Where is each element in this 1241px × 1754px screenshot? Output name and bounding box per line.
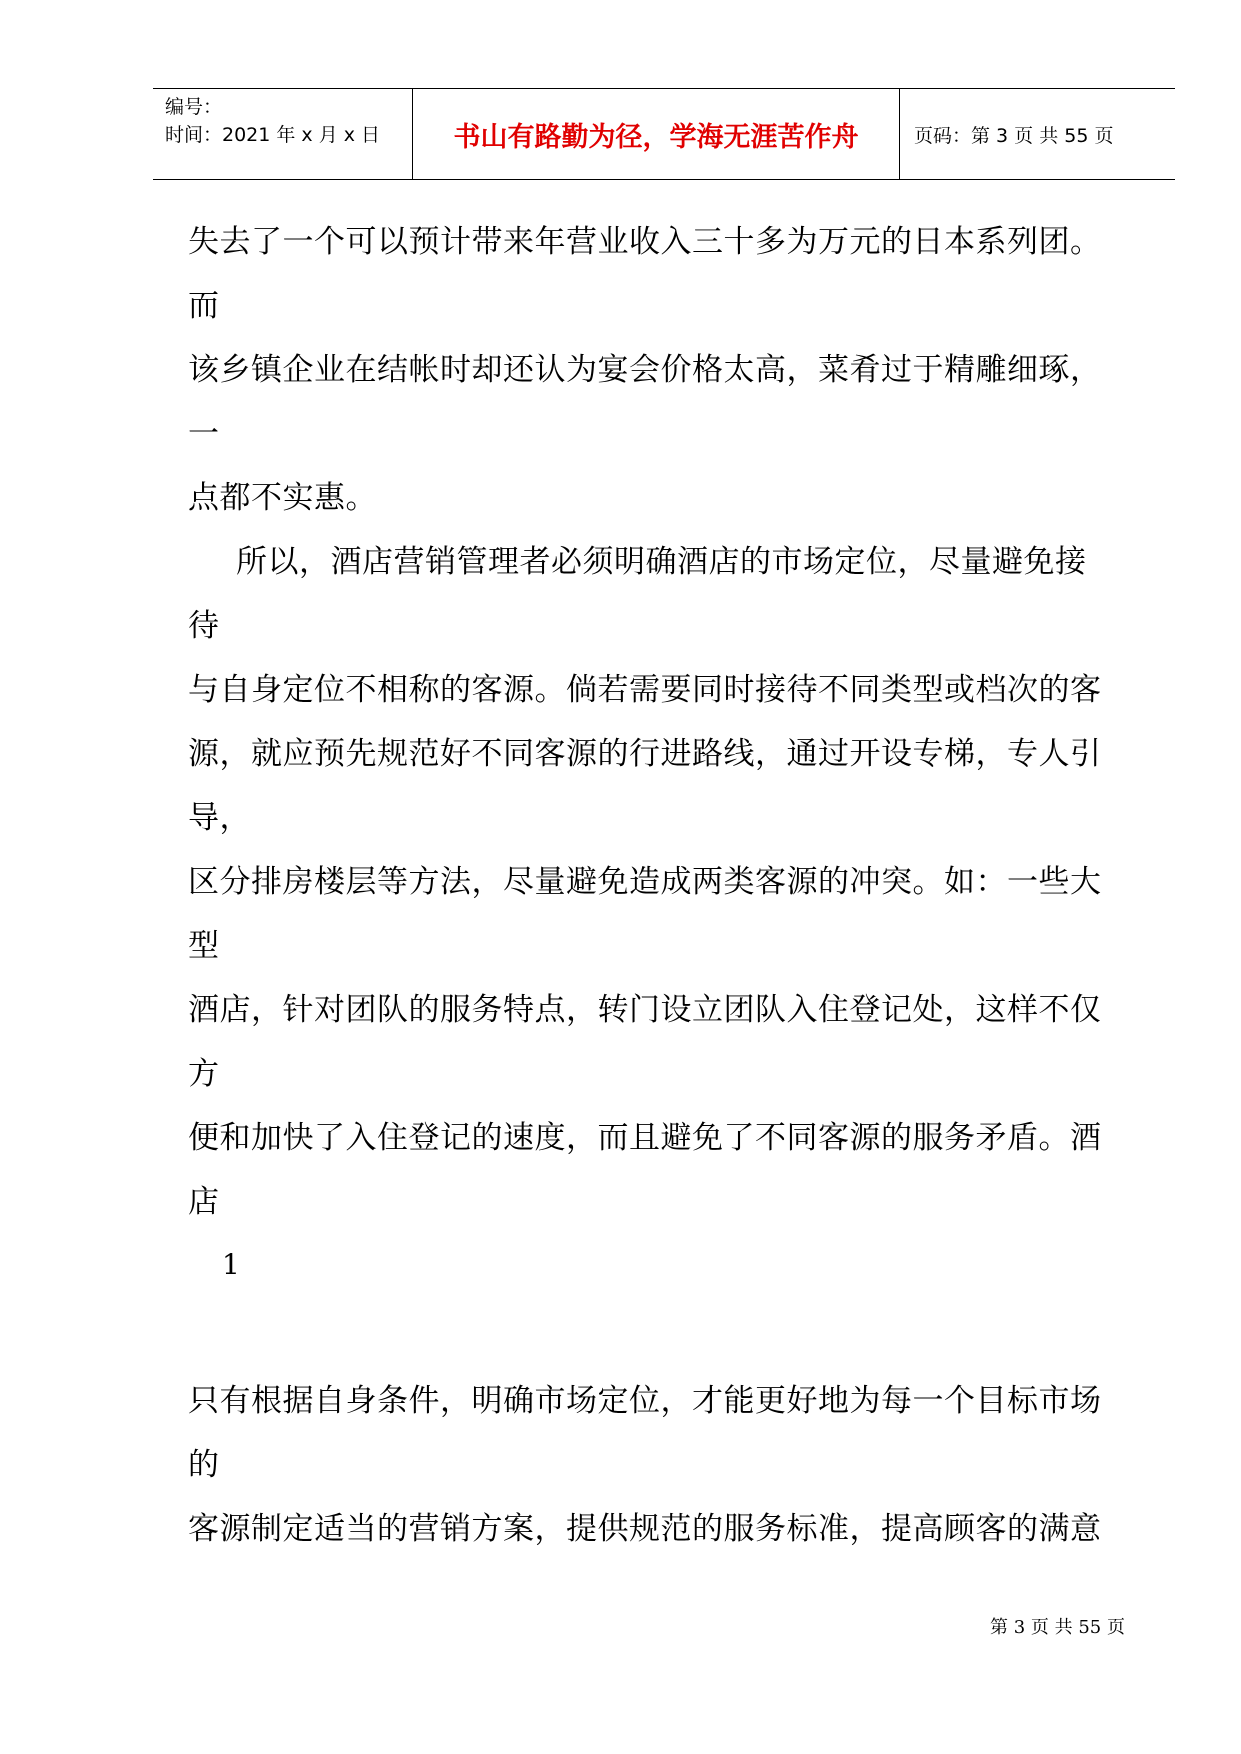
body-text-line: 只有根据自身条件，明确市场定位，才能更好地为每一个目标市场: [188, 1383, 1102, 1419]
body-text-line: 与自身定位不相称的客源。倘若需要同时接待不同类型或档次的客: [188, 672, 1102, 708]
header-motto: 书山有路勤为径，学海无涯苦作舟: [413, 89, 900, 179]
body-text-line: 一: [188, 416, 220, 452]
body-text-line: 客源制定适当的营销方案，提供规范的服务标准，提高顾客的满意: [188, 1511, 1102, 1547]
body-text-line: 源，就应预先规范好不同客源的行进路线，通过开设专梯，专人引: [188, 736, 1102, 772]
body-text-line: 店: [188, 1184, 220, 1220]
body-text-line: 而: [188, 288, 220, 324]
header-meta-cell: [153, 89, 413, 179]
document-number-label: 编号：: [165, 96, 223, 118]
page-header: [153, 88, 1175, 180]
page-number-mark: 1: [222, 1248, 240, 1281]
body-text-line: 的: [188, 1447, 220, 1483]
body-text-line: 待: [188, 608, 220, 644]
body-text-line: 型: [188, 928, 220, 964]
body-text-line: 所以，酒店营销管理者必须明确酒店的市场定位，尽量避免接: [236, 544, 1087, 580]
header-page-info: 页码：第 3 页 共 55 页: [914, 124, 1114, 147]
body-text-line: 导，: [188, 800, 251, 836]
body-text-line: 方: [188, 1056, 220, 1092]
body-text-line: 区分排房楼层等方法，尽量避免造成两类客源的冲突。如：一些大: [188, 864, 1102, 900]
body-text-line: 酒店，针对团队的服务特点，转门设立团队入住登记处，这样不仅: [188, 992, 1102, 1028]
body-text-line: 失去了一个可以预计带来年营业收入三十多为万元的日本系列团。: [188, 224, 1102, 260]
document-time-label: 时间：2021 年 x 月 x 日: [165, 124, 381, 146]
body-text-line: 便和加快了入住登记的速度，而且避免了不同客源的服务矛盾。酒: [188, 1120, 1102, 1156]
body-text-line: 该乡镇企业在结帐时却还认为宴会价格太高，菜肴过于精雕细琢，: [188, 352, 1102, 388]
body-text-line: 点都不实惠。: [188, 480, 377, 516]
page-footer: 第 3 页 共 55 页: [990, 1617, 1125, 1638]
